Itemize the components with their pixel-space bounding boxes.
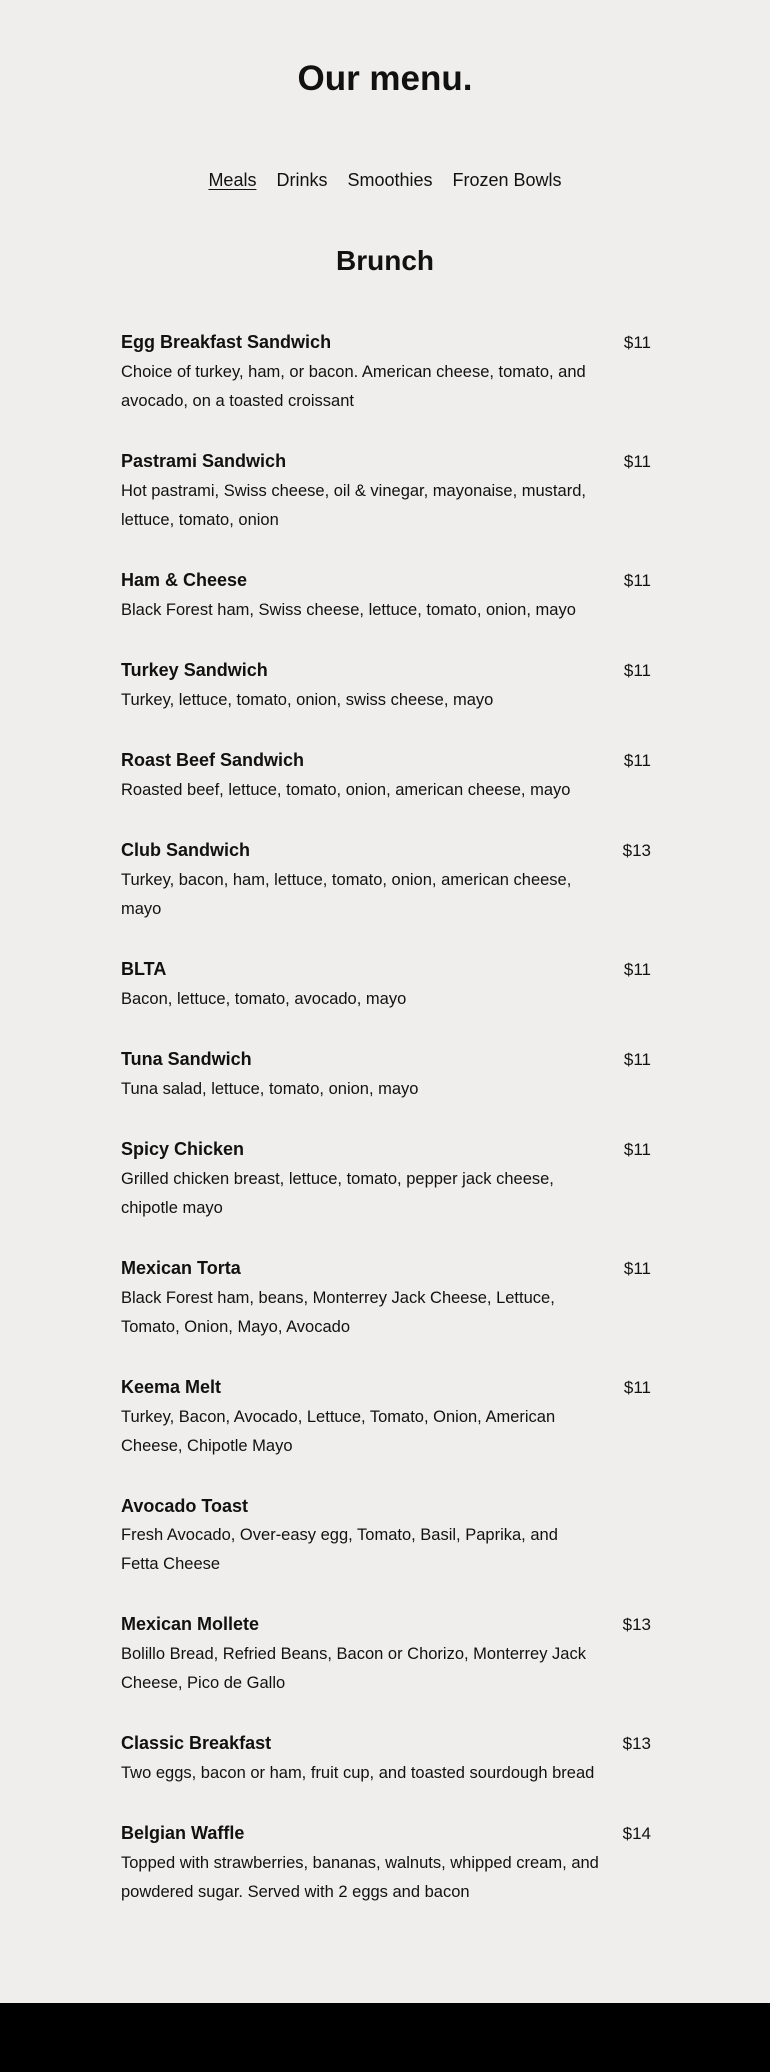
menu-item — [121, 748, 651, 805]
menu-item-price: $13 — [622, 1734, 651, 1753]
menu-item-price: $14 — [622, 1824, 651, 1843]
menu-item — [121, 1612, 651, 1698]
menu-item-name: Roast Beef Sandwich — [121, 750, 305, 770]
menu-item-header — [121, 1821, 651, 1846]
menu-item-description: Grilled chicken breast, lettuce, tomato, pepper jack cheese, chipotle mayo — [121, 1170, 554, 1217]
menu-item-price: $11 — [623, 452, 651, 471]
menu-item-price: $11 — [623, 751, 651, 770]
menu-item-name: Egg Breakfast Sandwich — [121, 332, 332, 352]
menu-item-header — [121, 1047, 651, 1072]
menu-item-price: $11 — [623, 333, 651, 352]
menu-category-tabs — [0, 168, 770, 192]
menu-item-list — [121, 330, 651, 1940]
tab-meals[interactable]: Meals — [208, 170, 257, 190]
menu-item-name: Mexican Torta — [121, 1258, 241, 1278]
menu-item — [121, 1731, 651, 1788]
menu-item-price: $11 — [623, 1259, 651, 1278]
menu-item-header — [121, 1731, 651, 1756]
footer-bar — [0, 2003, 770, 2072]
menu-item-header — [121, 1256, 651, 1281]
menu-item-description: Choice of turkey, ham, or bacon. American cheese, tomato, and avocado, on a toasted croissant — [121, 363, 586, 410]
menu-item-name: BLTA — [121, 959, 167, 979]
menu-item — [121, 1821, 651, 1907]
menu-item-name: Avocado Toast — [121, 1496, 249, 1516]
menu-item — [121, 1494, 651, 1579]
menu-item-name: Turkey Sandwich — [121, 660, 268, 680]
section-title: Brunch — [336, 245, 434, 276]
tab-frozen-bowls[interactable]: Frozen Bowls — [452, 170, 562, 190]
menu-item — [121, 838, 651, 924]
menu-item-price: $11 — [623, 960, 651, 979]
menu-item-header — [121, 330, 651, 355]
menu-item-price: $11 — [623, 661, 651, 680]
menu-item-name: Mexican Mollete — [121, 1614, 260, 1634]
menu-item-name: Pastrami Sandwich — [121, 451, 287, 471]
menu-item — [121, 449, 651, 535]
menu-item-header — [121, 658, 651, 683]
menu-item-description: Two eggs, bacon or ham, fruit cup, and toasted sourdough bread — [121, 1764, 595, 1782]
menu-item-description: Bacon, lettuce, tomato, avocado, mayo — [121, 990, 407, 1008]
menu-item-header — [121, 1137, 651, 1162]
menu-item-price: $13 — [622, 841, 651, 860]
menu-item — [121, 1375, 651, 1461]
menu-item-name: Club Sandwich — [121, 840, 251, 860]
menu-item-header — [121, 568, 651, 593]
menu-item-price: $13 — [622, 1615, 651, 1634]
menu-item-header — [121, 748, 651, 773]
menu-item-description: Tuna salad, lettuce, tomato, onion, mayo — [121, 1080, 419, 1098]
menu-item-price: $11 — [623, 1140, 651, 1159]
menu-item-description: Topped with strawberries, bananas, walnuts, whipped cream, and powdered sugar. Served with 2 eggs and bacon — [121, 1854, 599, 1901]
menu-item — [121, 1256, 651, 1342]
menu-item-description: Black Forest ham, Swiss cheese, lettuce, tomato, onion, mayo — [121, 601, 576, 619]
menu-item — [121, 1047, 651, 1104]
menu-item-name: Classic Breakfast — [121, 1733, 272, 1753]
menu-item-description: Bolillo Bread, Refried Beans, Bacon or Chorizo, Monterrey Jack Cheese, Pico de Gallo — [121, 1645, 586, 1692]
menu-item-header — [121, 1494, 651, 1518]
menu-item-header — [121, 838, 651, 863]
menu-item-description: Turkey, bacon, ham, lettuce, tomato, onion, american cheese, mayo — [121, 871, 572, 918]
menu-item-price: $11 — [623, 1378, 651, 1397]
tab-smoothies[interactable]: Smoothies — [347, 170, 433, 190]
menu-item — [121, 1137, 651, 1223]
menu-item-description: Turkey, lettuce, tomato, onion, swiss cheese, mayo — [121, 691, 494, 709]
menu-item-header — [121, 957, 651, 982]
page-title: Our menu. — [297, 59, 473, 98]
menu-item-description: Hot pastrami, Swiss cheese, oil & vinegar, mayonaise, mustard, lettuce, tomato, onion — [121, 482, 586, 529]
menu-item-header — [121, 1375, 651, 1400]
menu-item-name: Spicy Chicken — [121, 1139, 245, 1159]
menu-item-description: Fresh Avocado, Over-easy egg, Tomato, Basil, Paprika, and Fetta Cheese — [121, 1526, 558, 1573]
menu-item-description: Roasted beef, lettuce, tomato, onion, american cheese, mayo — [121, 781, 571, 799]
menu-item-name: Tuna Sandwich — [121, 1049, 252, 1069]
menu-item-description: Turkey, Bacon, Avocado, Lettuce, Tomato, Onion, American Cheese, Chipotle Mayo — [121, 1408, 556, 1455]
menu-item-price: $11 — [623, 571, 651, 590]
menu-item — [121, 568, 651, 625]
menu-item-price: $11 — [623, 1050, 651, 1069]
menu-item — [121, 658, 651, 715]
menu-item-description: Black Forest ham, beans, Monterrey Jack Cheese, Lettuce, Tomato, Onion, Mayo, Avocado — [121, 1289, 555, 1336]
menu-item-header — [121, 1612, 651, 1637]
menu-item-header — [121, 449, 651, 474]
menu-item-name: Belgian Waffle — [121, 1823, 245, 1843]
menu-item — [121, 957, 651, 1014]
menu-item — [121, 330, 651, 416]
menu-item-name: Ham & Cheese — [121, 570, 248, 590]
tab-drinks[interactable]: Drinks — [276, 170, 328, 190]
menu-item-name: Keema Melt — [121, 1377, 222, 1397]
